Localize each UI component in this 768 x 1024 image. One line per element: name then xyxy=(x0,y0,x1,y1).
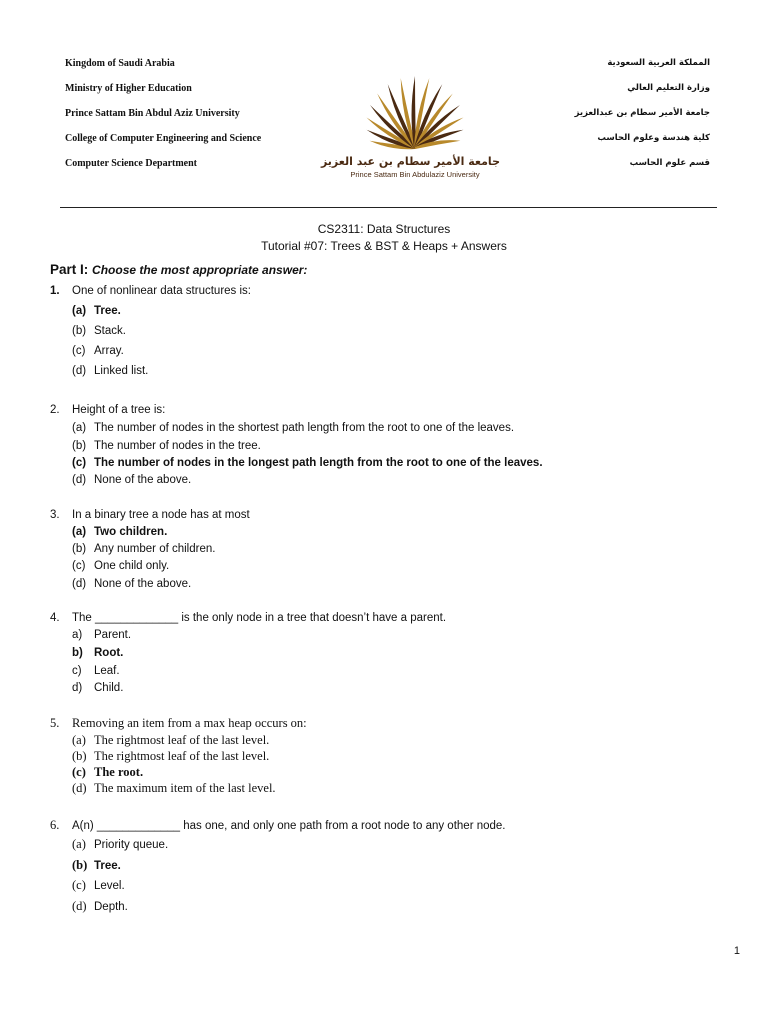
q1-option-c xyxy=(72,345,124,357)
option-text: Priority queue. xyxy=(94,839,169,851)
question-number: 5. xyxy=(50,716,60,730)
option-letter: (a) xyxy=(72,422,87,434)
option-text: The root. xyxy=(94,765,144,779)
option-letter: (a) xyxy=(72,837,86,851)
option-text: Depth. xyxy=(94,901,128,913)
q6-option-c xyxy=(72,876,125,894)
question-text: One of nonlinear data structures is: xyxy=(72,285,251,297)
option-letter: (c) xyxy=(72,560,86,572)
q1-option-a xyxy=(72,305,121,317)
tutorial-title: Tutorial #07: Trees & BST & Heaps + Answers xyxy=(261,239,507,253)
page-number: 1 xyxy=(733,945,740,957)
question-number: 1. xyxy=(50,285,60,297)
option-letter: (c) xyxy=(72,345,86,357)
question-2 xyxy=(50,404,165,416)
header-college: College of Computer Engineering and Science xyxy=(65,133,262,144)
option-text: Tree. xyxy=(94,860,121,872)
question-number: 3. xyxy=(50,509,60,521)
part-instruction: Choose the most appropriate answer: xyxy=(92,263,308,277)
q4-option-c xyxy=(72,665,120,677)
question-number: 6. xyxy=(50,818,60,832)
question-3 xyxy=(50,509,250,521)
q1-option-b xyxy=(72,325,126,337)
question-number: 4. xyxy=(50,612,60,624)
option-text: Leaf. xyxy=(94,665,120,677)
header-country: Kingdom of Saudi Arabia xyxy=(65,58,175,69)
header-divider xyxy=(60,207,717,208)
option-letter: (c) xyxy=(72,457,87,469)
q3-option-b xyxy=(72,543,215,555)
q3-option-a xyxy=(72,526,167,538)
option-letter: (b) xyxy=(72,543,87,555)
q2-option-d xyxy=(72,474,191,486)
q6-option-a xyxy=(72,835,168,853)
option-letter: c) xyxy=(72,665,82,677)
option-letter: (b) xyxy=(72,749,87,763)
option-letter: (d) xyxy=(72,474,87,486)
q5-option-c xyxy=(72,765,143,780)
header-ministry-ar: وزارة التعليم العالي xyxy=(627,83,710,93)
option-letter: a) xyxy=(72,629,83,641)
option-letter: (a) xyxy=(72,526,87,538)
option-text: Any number of children. xyxy=(94,543,216,555)
option-text: None of the above. xyxy=(94,578,192,590)
option-letter: (b) xyxy=(72,440,87,452)
question-text: The _____________ is the only node in a tree that doesn’t have a parent. xyxy=(72,612,447,624)
q4-option-a xyxy=(72,629,131,641)
option-letter: (d) xyxy=(72,899,87,913)
logo-english-name: Prince Sattam Bin Abdulaziz University xyxy=(350,170,480,179)
q1-option-d xyxy=(72,365,148,377)
option-text: Child. xyxy=(94,682,124,694)
option-letter: (c) xyxy=(72,878,86,892)
question-text: Height of a tree is: xyxy=(72,404,166,416)
option-letter: (a) xyxy=(72,733,86,747)
header-department: Computer Science Department xyxy=(65,158,198,169)
option-text: The number of nodes in the tree. xyxy=(94,440,261,452)
option-text: Stack. xyxy=(94,325,126,337)
q2-option-a xyxy=(72,422,514,434)
question-text: Removing an item from a max heap occurs on: xyxy=(72,716,307,730)
q5-option-d xyxy=(72,781,276,796)
option-text: Linked list. xyxy=(94,365,149,377)
q4-option-b xyxy=(72,647,123,659)
part-heading xyxy=(50,262,307,277)
question-6 xyxy=(50,816,506,834)
option-text: One child only. xyxy=(94,560,170,572)
option-text: Two children. xyxy=(94,526,168,538)
option-letter: (d) xyxy=(72,781,87,795)
option-text: Array. xyxy=(94,345,124,357)
header-ministry: Ministry of Higher Education xyxy=(65,83,192,94)
option-text: None of the above. xyxy=(94,474,192,486)
option-text: The rightmost leaf of the last level. xyxy=(94,733,270,747)
university-logo-emblem xyxy=(330,70,500,150)
header-college-ar: كلية هندسة وعلوم الحاسب xyxy=(597,133,710,143)
option-text: The number of nodes in the longest path length from the root to one of the leaves. xyxy=(94,457,543,469)
header-department-ar: قسم علوم الحاسب xyxy=(629,158,710,168)
option-letter: (c) xyxy=(72,765,86,779)
university-logo xyxy=(320,70,500,182)
logo-arabic-name: جامعة الأمير سطام بن عبد العزيز xyxy=(320,155,500,168)
option-letter: (d) xyxy=(72,365,87,377)
option-letter: (a) xyxy=(72,305,87,317)
question-5 xyxy=(50,716,307,731)
q6-option-d xyxy=(72,897,128,915)
header-university: Prince Sattam Bin Abdul Aziz University xyxy=(65,108,240,119)
q4-option-d xyxy=(72,682,123,694)
option-text: Root. xyxy=(94,647,124,659)
option-letter: b) xyxy=(72,647,83,659)
option-text: Level. xyxy=(94,880,125,892)
option-text: The maximum item of the last level. xyxy=(94,781,276,795)
course-title: CS2311: Data Structures xyxy=(317,222,451,236)
option-letter: (b) xyxy=(72,858,88,872)
option-text: Parent. xyxy=(94,629,132,641)
q3-option-d xyxy=(72,578,191,590)
question-4 xyxy=(50,612,446,624)
option-text: The rightmost leaf of the last level. xyxy=(94,749,270,763)
q5-option-b xyxy=(72,749,269,764)
q3-option-c xyxy=(72,560,169,572)
header-country-ar: المملكة العربية السعودية xyxy=(607,58,710,68)
option-letter: (d) xyxy=(72,578,87,590)
question-text: In a binary tree a node has at most xyxy=(72,509,250,521)
q5-option-a xyxy=(72,733,269,748)
option-text: The number of nodes in the shortest path length from the root to one of the leaves. xyxy=(94,422,515,434)
question-text: A(n) _____________ has one, and only one path from a root node to any other node. xyxy=(72,820,506,832)
part-label: Part I: xyxy=(50,262,89,277)
question-1 xyxy=(50,285,251,297)
q6-option-b xyxy=(72,856,121,874)
option-letter: (b) xyxy=(72,325,87,337)
q2-option-c xyxy=(72,457,543,469)
q2-option-b xyxy=(72,440,261,452)
option-letter: d) xyxy=(72,682,83,694)
question-number: 2. xyxy=(50,404,60,416)
header-university-ar: جامعة الأمير سطام بن عبدالعزيز xyxy=(574,108,710,118)
option-text: Tree. xyxy=(94,305,121,317)
